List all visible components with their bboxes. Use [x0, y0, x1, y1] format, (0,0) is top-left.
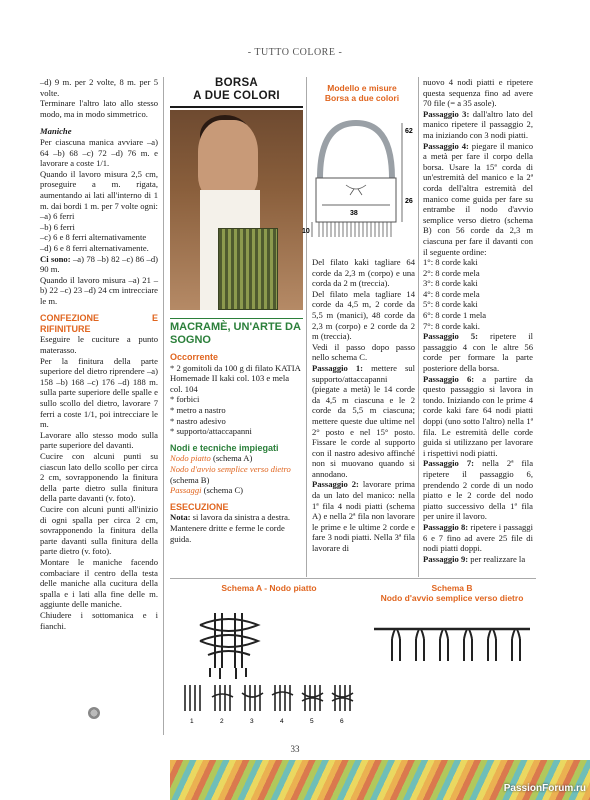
- step-label: Passaggio 9:: [423, 553, 469, 564]
- step-number: 1: [190, 718, 194, 725]
- list-item: * forbici: [170, 394, 303, 405]
- paragraph: Lavorare allo stesso modo sulla parte superiore del davanti.: [40, 429, 158, 451]
- photo-bag: [218, 228, 278, 310]
- step-label: Passaggio 4:: [423, 140, 469, 151]
- paragraph: [423, 109, 533, 141]
- title-line: Schema B: [431, 583, 473, 593]
- model-photo: [170, 110, 303, 310]
- heading-esecuzione: ESECUZIONE: [170, 501, 229, 512]
- step-label: Passaggio 3:: [423, 108, 470, 119]
- bag-diagram: [302, 103, 414, 253]
- paragraph: Terminare l'altro lato allo stesso modo, ma in modo simmetrico.: [40, 98, 158, 119]
- title-line: Modello e misure: [327, 83, 397, 93]
- step-number: 3: [250, 718, 254, 725]
- text: ripetere il passaggio 4 con le altre 56 corde per formare la parte posteriore della borsa.: [423, 331, 534, 374]
- materials-list: [170, 363, 303, 437]
- order-item: 1°: 8 corde kaki: [423, 257, 478, 268]
- order-item: 6°: 8 corde 1 mela: [423, 310, 487, 321]
- knot-name: Nodo d'avvio semplice verso dietro: [170, 463, 291, 474]
- step-number: 6: [340, 718, 344, 725]
- list-item: * nastro adesivo: [170, 416, 303, 427]
- dim-label: 62: [405, 128, 413, 135]
- paragraph: Eseguire le cuciture a punto materasso.: [40, 334, 158, 356]
- watermark: PassionForum.ru: [503, 783, 586, 794]
- paragraph: [423, 458, 533, 522]
- text: (schema C): [201, 485, 244, 496]
- step-number: 5: [310, 718, 314, 725]
- step-number: 2: [220, 718, 224, 725]
- section-divider: [170, 578, 536, 579]
- order-item: 2°: 8 corde mela: [423, 267, 480, 278]
- column-4: [423, 77, 533, 564]
- text: per realizzare la: [468, 553, 526, 564]
- column-divider: [163, 77, 164, 735]
- section-heading-confezione: CONFEZIONE E RIFINITURE: [40, 313, 158, 334]
- paragraph: –d) 9 m. per 2 volte, 8 m. per 5 volte.: [40, 77, 158, 98]
- column-3: [312, 257, 415, 554]
- order-item: 7°: 8 corde kaki.: [423, 320, 480, 331]
- model-diagram: [302, 83, 414, 253]
- paragraph: [40, 254, 158, 275]
- title-line: Nodo d'avvio semplice verso dietro: [380, 593, 524, 603]
- step-label: Passaggio 6:: [423, 373, 475, 384]
- list-item: * metro a nastro: [170, 405, 303, 416]
- title-line: A DUE COLORI: [193, 90, 280, 102]
- text: piegare il manico a metà per fare il corpo della borsa. Usare la 15ª corda di un'estremità del manico e la 2ª corda dell'altra estremità del manico come guida per fare su entrambe il nodo d'avvio semplice verso dietro (schema B) con 56 corde da 2,3 m ciascuna per fare il davanti con il seguente ordine:: [423, 140, 533, 257]
- paragraph: Quando il lavoro misura 2,5 cm, proseguire a m. rigata, aumentando ai lati all'interno di 1 m. dai bordi 1 m. per 7 volte ogni:: [40, 168, 158, 211]
- heading-nodi: Nodi e tecniche impiegati: [170, 442, 279, 453]
- paragraph: Quando il lavoro misura –a) 21 –b) 22 –c) 23 –d) 24 cm intrecciare le m.: [40, 274, 158, 306]
- list-item: * 2 gomitoli da 100 g di filato KATIA Homemade II kaki col. 103 e mela col. 104: [170, 363, 303, 395]
- paragraph: Vedi il passo dopo passo nello schema C.: [312, 341, 415, 363]
- text: (schema A): [210, 453, 253, 464]
- schema-a-diagram: [170, 593, 368, 728]
- text: ripetere i passaggi 6 e 7 fino ad avere 25 file di nodi piatti doppi.: [423, 521, 533, 554]
- column-divider: [418, 77, 419, 577]
- dim-label: 10: [302, 228, 310, 235]
- schema-a: [170, 583, 368, 733]
- paragraph: [170, 453, 303, 464]
- bold-label: Ci sono:: [40, 253, 71, 264]
- step-number: 4: [280, 718, 284, 725]
- column-2: [170, 318, 303, 544]
- schema-b-diagram: [368, 603, 536, 723]
- title-line: Borsa a due colori: [324, 93, 400, 103]
- knot-name: Nodo piatto: [170, 453, 211, 464]
- paragraph: [423, 374, 533, 459]
- bag-fringe: [319, 222, 391, 237]
- step-label: Passaggio 2:: [312, 479, 359, 490]
- paragraph: Per la finitura della parte superiore del dietro riprendere –a) 158 –b) 168 –c) 176 –d) 188 m. sulla parte superiore delle spalle e sullo scollo del dietro, lavorare 7 ferri a coste 1/1, poi intrecciare le m.: [40, 355, 158, 430]
- bag-handle: [320, 123, 392, 178]
- paragraph: –b) 6 ferri: [40, 221, 75, 232]
- paragraph: [170, 512, 303, 544]
- text: nella 2ª fila ripetere il passaggio 6, prendendo 2 corde di un nodo piatto e le 2 corde del nodo piatto successivo della 1ª fila per unire il lavoro.: [423, 458, 534, 522]
- paragraph: [423, 554, 533, 565]
- flat-knot-steps: [185, 685, 353, 711]
- order-item: 4°: 8 corde mela: [423, 288, 480, 299]
- paragraph: –a) 6 ferri: [40, 211, 75, 222]
- paragraph: [423, 331, 533, 373]
- yarn-photo-strip: [170, 760, 590, 800]
- text: lavorare prima da un lato del manico: nella 1ª fila 4 nodi piatti (schema A) e nella 2ª fila non lavorare le prime e le ultime 2 corde e fare 3 nodi piatti. Nella 3ª fila lavorare di: [312, 479, 415, 554]
- order-item: 3°: 8 corde kaki: [423, 278, 478, 289]
- paragraph: Per ciascuna manica avviare –a) 64 –b) 68 –c) 72 –d) 76 m. e lavorare a coste 1/1.: [40, 136, 158, 169]
- dim-label: 26: [405, 198, 413, 205]
- step-label: Passaggio 5:: [423, 331, 478, 342]
- section-heading-maniche: Maniche: [40, 126, 72, 137]
- order-item: 5°: 8 corde kaki: [423, 299, 478, 310]
- knot-name: Passaggi: [170, 485, 202, 496]
- text: mettere sul supporto/attaccapanni (piegate a metà) le 14 corde da 4,5 m ciascuna e le 2 corde da 5,5 m ciascuna; mettere queste due ultime nel 2° posto e nel 15° posto. Fissare le corde al supporto con il nastro adesivo affinché non si muovano quando si annodano.: [312, 362, 415, 479]
- paragraph: [423, 522, 533, 554]
- flat-knot-large: [200, 613, 258, 679]
- paragraph: nuovo 4 nodi piatti e ripetere questa sequenza fino ad avere 70 file (= a 35 asole).: [423, 77, 533, 109]
- text: dall'altro lato del manico ripetere il passaggio 2, ma iniziando con 3 nodi piatti.: [423, 108, 534, 140]
- macrame-title: MACRAMÈ, UN'ARTE DA SOGNO: [170, 318, 303, 346]
- model-title: [310, 83, 414, 103]
- lark-head-knots: [392, 629, 520, 661]
- column-1: [40, 77, 158, 631]
- heading-occorrente: Occorrente: [170, 352, 219, 362]
- photo-face: [198, 120, 258, 200]
- paragraph: Del filato kaki tagliare 64 corde da 2,3 m (corpo) e una corda da 2 m (treccia).: [312, 257, 415, 289]
- schema-b-title: [368, 583, 536, 603]
- column-divider: [306, 77, 307, 577]
- text: si lavora da sinistra a destra. Mantenere dritte e ferme le corde guida.: [170, 512, 291, 544]
- paragraph: –c) 6 e 8 ferri alternativamente: [40, 232, 147, 243]
- step-label: Passaggio 8:: [423, 521, 469, 532]
- text: –a) 78 –b) 82 –c) 86 –d) 90 m.: [40, 253, 158, 275]
- paragraph: Del filato mela tagliare 14 corde da 4,5 m, 2 corde da 5,5 m (manici), 48 corde da 2,3 m (corpo) e 2 corde da 2 m (treccia).: [312, 288, 415, 342]
- paragraph: [170, 464, 303, 485]
- schema-a-title: Schema A - Nodo piatto: [221, 583, 317, 593]
- paragraph: –d) 6 e 8 ferri alternativamente.: [40, 242, 149, 253]
- paragraph: [423, 141, 533, 258]
- paragraph: Chiudere i sottomanica e i fianchi.: [40, 609, 158, 631]
- article-title: [170, 77, 303, 108]
- paragraph: Montare le maniche facendo combaciare il centro della testa delle maniche alla cucitura della spalla e i lati alla fine delle m. aggiunte delle maniche.: [40, 556, 158, 610]
- publisher-logo: [88, 707, 100, 719]
- text: a partire da questo passaggio si lavora in tondo. Iniziando con le prime 4 corde kaki fare 64 nodi piatti doppi (uno sotto l'altro) nella 1ª fila. Le estremità delle corde guida si utilizzano per lavorare i rispettivi nodi piatti.: [423, 373, 533, 458]
- text: (schema B): [170, 474, 210, 485]
- page-number: 33: [290, 744, 300, 754]
- step-label: Passaggio 1:: [312, 362, 364, 373]
- dim-label: 38: [350, 210, 358, 217]
- title-line: BORSA: [214, 77, 259, 89]
- list-item: * supporto/attaccapanni: [170, 426, 303, 437]
- page-header: - TUTTO COLORE -: [247, 47, 343, 58]
- schema-b: [368, 583, 536, 733]
- bold-label: Nota:: [170, 512, 191, 523]
- paragraph: [312, 479, 415, 553]
- paragraph: [312, 363, 415, 480]
- paragraph: Cucire con alcuni punti all'inizio di ogni spalla per circa 2 cm, sovrapponendo la finitura della parte davanti sulla finitura della parte dietro (v. foto).: [40, 503, 158, 557]
- paragraph: [170, 485, 303, 496]
- paragraph: Cucire con alcuni punti su ciascun lato dello scollo per circa 2 cm, sovrapponendo la finitura della parte dietro sulla finitura della parte davanti (v. foto).: [40, 451, 158, 504]
- step-label: Passaggio 7:: [423, 458, 475, 469]
